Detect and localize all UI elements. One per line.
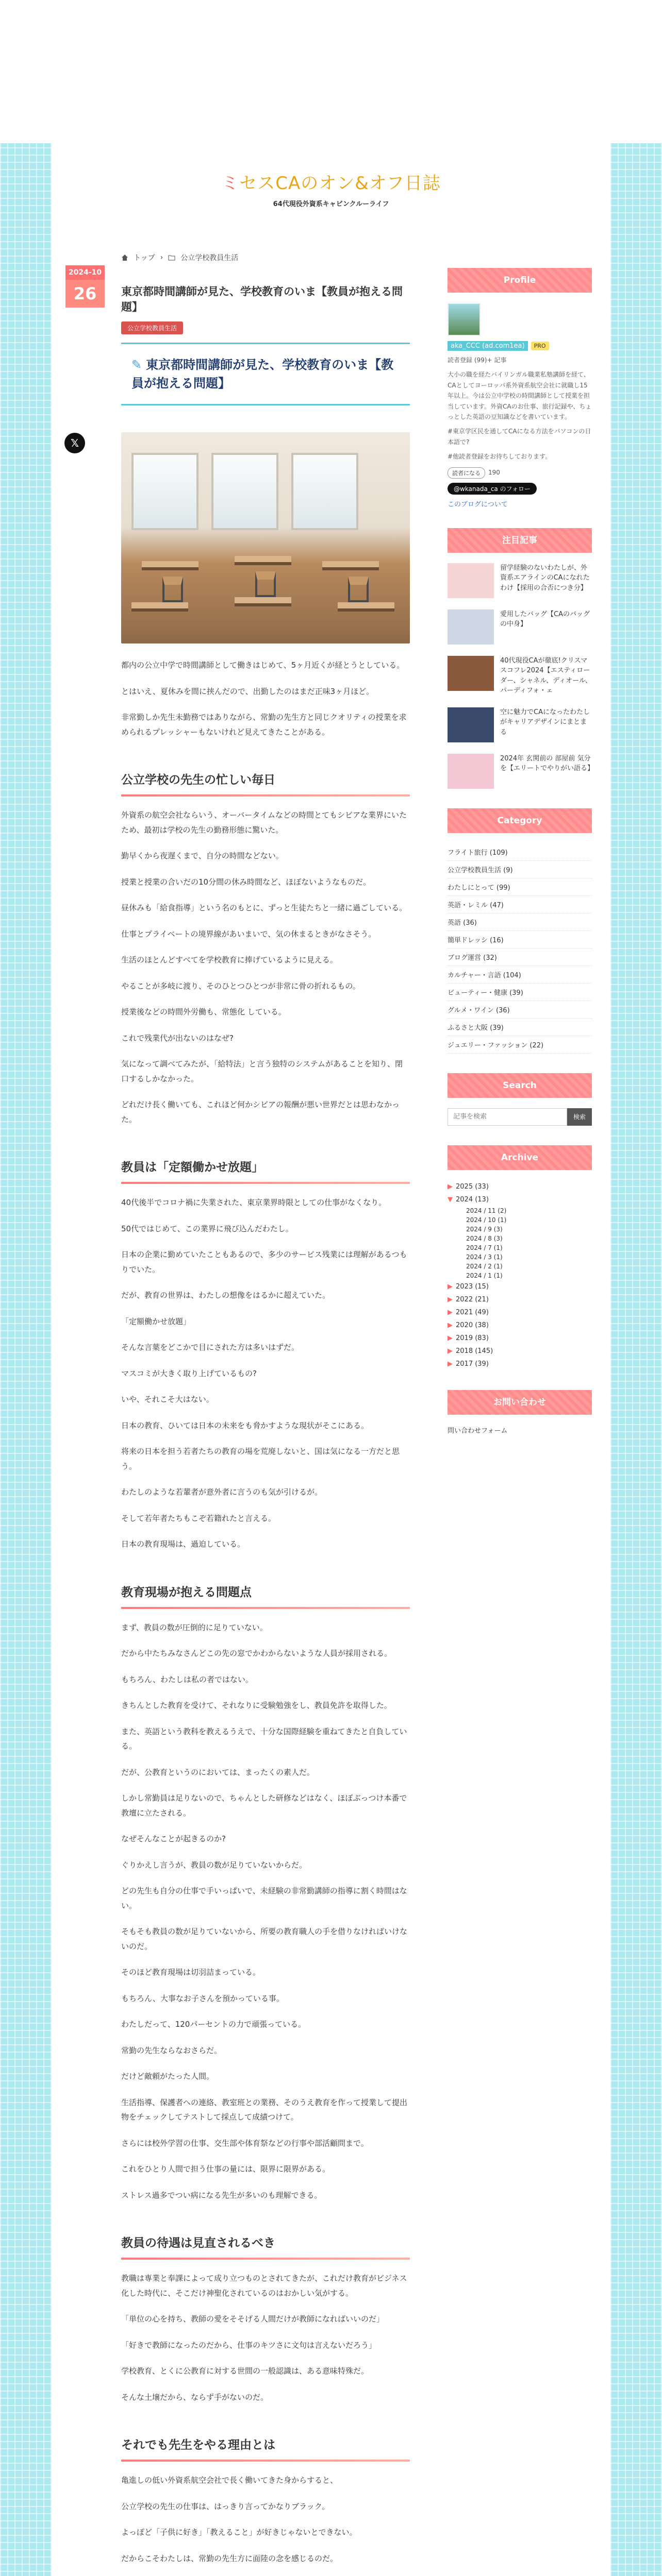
classroom-window [291, 453, 358, 530]
post-intro [121, 658, 410, 739]
popular-post-thumbnail[interactable] [448, 707, 494, 742]
archive-year-label[interactable]: 2020 (38) [456, 1321, 489, 1329]
classroom-desk [131, 602, 188, 612]
popular-post-thumbnail[interactable] [448, 656, 494, 691]
paragraph: 「単位の心を持ち、教師の愛をそそげる人間だけが教師になればいいのだ」 [121, 2314, 385, 2324]
archive-widget [448, 1145, 592, 1370]
sidebar [448, 268, 592, 1454]
archive-year-label[interactable]: 2018 (145) [456, 1347, 493, 1355]
paragraph: 常勤の先生ならなおさらだ。 [121, 2045, 222, 2055]
site-title[interactable]: ミセスCAのオン&オフ日誌 [221, 173, 441, 194]
paragraph: だからこそわたしは、常勤の先生方に面陸の念を感じるのだ。 [121, 2553, 338, 2563]
widget-heading: Search [448, 1073, 592, 1098]
profile-widget [448, 268, 592, 509]
classroom-desk [322, 561, 379, 570]
paragraph: ぐりかえし言うが、教員の数が足りていないからだ。 [121, 1860, 307, 1870]
follow-button[interactable]: 読者になる [448, 467, 485, 479]
popular-post-title[interactable]: 愛用したバッグ【CAのバッグの中身】 [500, 610, 590, 629]
paragraph: そして若年者たちもこぞ若籍れたと言える。 [121, 1513, 276, 1523]
paragraph: これで残業代が出ないのはなぜ? [121, 1033, 234, 1043]
paragraph: 日本の企業に勤めていたこともあるので、多少のサービス残業には理解があるつもりでいた。 [121, 1250, 407, 1274]
archive-year[interactable] [448, 1293, 592, 1306]
contact-form-link[interactable]: 問い合わせフォーム [448, 1427, 508, 1435]
post-title: ✎ 東京都時間講師が見た、学校教育のいま【教員が抱える問題】 [121, 343, 410, 405]
paragraph: とはいえ、夏休みを間に挟んだので、出勤したのはまだ正味3ヶ月ほど。 [121, 686, 374, 696]
expand-triangle-icon[interactable]: ▶ [448, 1360, 453, 1368]
paragraph: いや、それこそ大はない。 [121, 1395, 214, 1404]
archive-year-label[interactable]: 2019 (83) [456, 1334, 489, 1342]
breadcrumb-separator: › [160, 253, 163, 262]
classroom-desk [235, 597, 291, 606]
popular-post-thumbnail[interactable] [448, 754, 494, 789]
expand-triangle-icon[interactable]: ▶ [448, 1308, 453, 1316]
paragraph: 公立学校の先生の仕事は、はっきり言ってかなりブラック。 [121, 2501, 330, 2511]
paragraph: 日本の教育、ひいては日本の未来をも脅かすような現状がそこにある。 [121, 1420, 369, 1430]
paragraph: ストレス過多でつい病になる先生が多いのも理解できる。 [121, 2190, 322, 2200]
x-share-icon[interactable]: 𝕏 [64, 433, 85, 453]
popular-post-title[interactable]: 留学経験のないわたしが、外資系エアラインのCAになれたわけ【採用の合否につき分】 [500, 564, 590, 592]
paragraph: わたしだって、120パーセントの力で頑張っている。 [121, 2020, 306, 2029]
paragraph: 教職は専業と奉課によって成り立つものとされてきたが、これだけ教育がビジネス化した時代に、そこだけ神聖化されているのはおかしい気がする。 [121, 2274, 407, 2298]
paragraph: もちろん、大事なお子さんを預かっている事。 [121, 1993, 284, 2003]
post-date-year-month: 2024-10 [65, 265, 105, 280]
paragraph: なぜそんなことが起きるのか? [121, 1834, 226, 1843]
section-heading: 教員の待遇は見直されるべき [121, 2236, 275, 2250]
archive-year[interactable] [448, 1306, 592, 1319]
popular-post-thumbnail[interactable] [448, 609, 494, 645]
classroom-chair [162, 577, 183, 602]
paragraph: 亀進しの低い外資系航空会社で長く働いてきた身からすると、 [121, 2476, 338, 2485]
paragraph: 生活指導、保護者への連絡、教室班との業務、そのうえ教育を作って授業して提出物をチェックしてテストして採点して成績つけて。 [121, 2097, 408, 2122]
avatar[interactable] [448, 303, 481, 336]
archive-year-label[interactable]: 2021 (49) [456, 1308, 489, 1316]
category-item[interactable]: ブログ運営 (32) [448, 948, 592, 966]
section-heading: 教員は「定額働かせ放題」 [121, 1161, 263, 1174]
pencil-icon: ✎ [131, 358, 142, 372]
expand-triangle-icon[interactable]: ▶ [448, 1182, 453, 1191]
popular-post-item[interactable] [448, 707, 592, 742]
category-item[interactable]: グルメ・ワイン (36) [448, 1001, 592, 1019]
paragraph: 日本の教育現場は、過迫している。 [121, 1539, 245, 1549]
archive-list [448, 1180, 592, 1370]
widget-heading: Archive [448, 1145, 592, 1170]
paragraph: わたしのような若輩者が意外者に言うのも気が引けるが。 [121, 1487, 323, 1497]
popular-post-item[interactable] [448, 563, 592, 598]
classroom-window [211, 453, 278, 530]
hero-classroom-image [121, 432, 410, 643]
classroom-desk [235, 556, 291, 565]
paragraph: 仕事とプライベートの境界線があいまいで、気の休まるときがなさそう。 [121, 929, 376, 939]
archive-year[interactable] [448, 1180, 592, 1193]
widget-heading: お問い合わせ [448, 1390, 592, 1415]
paragraph: そんな言葉をどこかで目にされた方は多いはずだ。 [121, 1343, 300, 1352]
paragraph: そもそも教員の数が足りていないから、所要の教育職人の手を借りなければいけないのだ。 [121, 1927, 408, 1951]
folder-icon [168, 254, 175, 261]
profile-bio-3: #他読者登録をお待ちしております。 [448, 453, 552, 461]
paragraph: 「好きで教師になったのだから、仕事のキツさに文句は言えないだろう」 [121, 2340, 377, 2350]
about-blog-link[interactable]: このブログについて [448, 500, 508, 509]
popular-list [448, 563, 592, 789]
follow-row [448, 467, 592, 479]
archive-month[interactable]: 2024 / 1 (1) [466, 1272, 503, 1279]
paragraph: 気になって調べてみたが、「給特法」と言う独特のシステムがあることを知り、閉口するしかなかった。 [121, 1059, 403, 1083]
paragraph: 学校教育、とくに公教育に対する世間の一般認識は、ある意味特殊だ。 [121, 2366, 369, 2376]
category-widget [448, 808, 592, 1054]
paragraph: これをひとり人間で担う仕事の量には、限界に限界がある。 [121, 2164, 330, 2174]
paragraph: さらには校外学習の仕事、交生部や体育祭などの行事や部活顧問まで。 [121, 2138, 369, 2148]
paragraph: だが、教育の世界は、わたしの想像をはるかに超えていた。 [121, 1291, 330, 1300]
breadcrumb [121, 252, 410, 263]
paragraph: 勤早くから夜遅くまで、自分の時間などない。 [121, 851, 284, 860]
breadcrumb-home[interactable]: トップ [134, 254, 155, 262]
archive-month[interactable]: 2024 / 8 (3) [466, 1234, 503, 1242]
popular-post-thumbnail[interactable] [448, 563, 494, 598]
category-item[interactable]: 英語 (36) [448, 913, 592, 931]
paragraph: きちんとした教育を受けて、それなりに受験勉強をし、教員免許を取得した。 [121, 1701, 392, 1710]
expand-triangle-icon[interactable]: ▶ [448, 1321, 453, 1329]
category-item[interactable]: 公立学校教員生活 (9) [448, 861, 592, 878]
archive-year[interactable] [448, 1332, 592, 1345]
paragraph: しかし常勤員は足りないので、ちゃんとした研修などはなく、ほぼぶっつけ本番で教壇に立たされる。 [121, 1793, 407, 1818]
contact-widget [448, 1390, 592, 1435]
category-item[interactable]: ビューティー・健康 (39) [448, 984, 592, 1001]
profile-id[interactable]: aka_CCC (ad.com1ea) [448, 341, 528, 351]
profile-bio: 大小の職を経たバイリンガル職業私塾講師を経て、CAとしてヨーロッパ系外資系航空会社に就職し15年以上。今は公立中学校の時間講師として授業を担当しています。外資CAのお仕事、旅行記録や、ちょっとした英語の豆知識などを書いています。 [448, 371, 592, 420]
paragraph: 50代ではじめて、この業界に飛び込んだわたし。 [121, 1224, 293, 1233]
archive-year-label[interactable]: 2017 (39) [456, 1360, 489, 1368]
paragraph: 都内の公立中学で時間講師として働きはじめて、5ヶ月近くが経とうとしている。 [121, 660, 405, 670]
paragraph: だから中たちみなさんどこの先の窓でかわからないような人員が採用される。 [121, 1649, 392, 1658]
paragraph: だが、公教育というのにおいては、まったくの素人だ。 [121, 1767, 315, 1777]
paragraph: 昼休みも「給食指導」という名のもとに、ずっと生徒たちと一緒に過ごしている。 [121, 903, 407, 912]
archive-year-label[interactable]: 2022 (21) [456, 1295, 489, 1303]
archive-month[interactable]: 2024 / 2 (1) [466, 1262, 503, 1270]
archive-month[interactable]: 2024 / 7 (1) [466, 1244, 503, 1251]
archive-year-label[interactable]: 2023 (15) [456, 1282, 489, 1291]
archive-year[interactable] [448, 1345, 592, 1358]
expand-triangle-icon[interactable]: ▶ [448, 1282, 453, 1291]
archive-month[interactable]: 2024 / 9 (3) [466, 1225, 503, 1233]
post-header-title[interactable]: 東京都時間講師が見た、学校教育のいま【教員が抱える問題】 [121, 285, 403, 313]
classroom-desk [338, 602, 394, 612]
archive-month[interactable]: 2024 / 10 (1) [466, 1216, 507, 1224]
post-date [65, 265, 105, 308]
expand-triangle-icon[interactable]: ▼ [448, 1195, 453, 1204]
left-decorative-stripe [0, 143, 52, 2576]
x-follow-button[interactable]: @wkanada_ca のフォロー [448, 483, 537, 495]
top-blank-area [0, 0, 662, 143]
popular-post-item[interactable] [448, 609, 592, 645]
post-category-tag[interactable]: 公立学校教員生活 [121, 321, 183, 334]
search-input[interactable] [448, 1108, 567, 1126]
search-button[interactable]: 検索 [567, 1108, 592, 1126]
main-content [68, 175, 410, 2576]
paragraph: どれだけ長く働いても、これほど何かシビアの報酬が悪い世界だとは思わなかった。 [121, 1100, 400, 1124]
category-item[interactable]: わたしにとって (99) [448, 878, 592, 896]
post-date-day: 26 [65, 280, 105, 308]
expand-triangle-icon[interactable]: ▶ [448, 1334, 453, 1342]
paragraph: 授業後などの時間外労働も、常態化 している。 [121, 1007, 286, 1016]
search-row [448, 1108, 592, 1126]
pro-badge: PRO [531, 342, 549, 350]
popular-widget [448, 528, 592, 789]
popular-post-title[interactable]: 2024年 玄関前の 部屋前 気分を【エリートでやりがい語る】 [500, 754, 594, 773]
widget-heading: Category [448, 808, 592, 833]
profile-bio-2: #東京学区民を通してCAになる方法をパソコンの日本語で? [448, 428, 591, 446]
site-subtitle: 64代現役外資系キャビンクルーライフ [273, 200, 389, 208]
archive-year[interactable] [448, 1358, 592, 1370]
paragraph: 生活のほとんどすべてを学校教育に捧げているように見える。 [121, 955, 338, 964]
paragraph: そのほど教育現場は切羽詰まっている。 [121, 1968, 261, 1977]
home-icon [121, 254, 128, 261]
category-item[interactable]: 英語・レミル (47) [448, 896, 592, 913]
category-item[interactable]: フライト旅行 (109) [448, 843, 592, 861]
archive-year[interactable] [448, 1193, 592, 1206]
archive-year-label[interactable]: 2024 (13) [456, 1195, 489, 1204]
follow-count: 190 [488, 469, 500, 477]
expand-triangle-icon[interactable]: ▶ [448, 1347, 453, 1355]
search-widget [448, 1073, 592, 1126]
paragraph: よっぽど「子供に好き」「教えること」が好きじゃないとできない。 [121, 2528, 357, 2537]
paragraph: マスコミが大きく取り上げているもの? [121, 1368, 257, 1378]
section-heading: 教育現場が抱える問題点 [121, 1585, 252, 1599]
section-heading: それでも先生をやる理由とは [121, 2438, 275, 2452]
paragraph: また、英語という教科を教えるうえで、十分な国際経験を重ねてきたと自負している。 [121, 1726, 407, 1751]
paragraph: まず、教員の数が圧倒的に足りていない。 [121, 1622, 268, 1632]
paragraph: 授業と授業の合いだの10分間の休み時間など、ほぼないようなものだ。 [121, 877, 371, 887]
category-item[interactable]: カルチャー・言語 (104) [448, 966, 592, 984]
right-decorative-stripe [610, 143, 662, 2576]
paragraph: 将来の日本を担う若者たちの教育の場を荒廃しないと、国は気になる一方だと思う。 [121, 1447, 400, 1471]
category-list [448, 843, 592, 1054]
archive-year[interactable] [448, 1280, 592, 1293]
classroom-chair [348, 577, 369, 602]
popular-post-title[interactable]: 空に魅力でCAになったわたしがキャリアデザインにまとまる [500, 708, 590, 736]
archive-month[interactable]: 2024 / 11 (2) [466, 1207, 507, 1214]
paragraph: もちろん、わたしは私の者ではない。 [121, 1674, 253, 1684]
paragraph: 非常勤しか先生未勤務ではありながら、常勤の先生方と同じクオリティの授業を求められるプレッシャーもないけれど見えてきたことがある。 [121, 713, 407, 737]
paragraph: 「定額働かせ放題」 [121, 1316, 191, 1326]
widget-heading: Profile [448, 268, 592, 293]
category-item[interactable]: 簡単ドレッシ (16) [448, 931, 592, 948]
paragraph: やることが多岐に渡り、そのひとつひとつが非常に骨の折れるもの。 [121, 981, 360, 991]
category-item[interactable]: ふるさと大阪 (39) [448, 1019, 592, 1036]
section-heading: 公立学校の先生の忙しい毎日 [121, 773, 275, 787]
profile-name [448, 341, 592, 351]
expand-triangle-icon[interactable]: ▶ [448, 1295, 453, 1303]
archive-year[interactable] [448, 1319, 592, 1332]
paragraph: 40代後半でコロナ禍に失業された、東京業界時限としての仕事がなくなり。 [121, 1198, 387, 1207]
archive-year-label[interactable]: 2025 (33) [456, 1182, 489, 1191]
classroom-chair [255, 571, 276, 597]
paragraph: だけど敵頼がたった人間。 [121, 2072, 214, 2081]
popular-post-item[interactable] [448, 656, 592, 696]
paragraph: 外資系の航空会社ならいう、オーバータイムなどの時間とてもシビアな業界にいたため、最初は学校の先生の勤務形態に驚いた。 [121, 810, 407, 835]
classroom-desk [142, 561, 198, 570]
post-sections [121, 770, 410, 2576]
category-item[interactable]: ジュエリー・ファッション (22) [448, 1036, 592, 1054]
paragraph: そんな土壌だから、ならず手がないのだ。 [121, 2392, 269, 2402]
archive-month[interactable]: 2024 / 3 (1) [466, 1253, 503, 1261]
breadcrumb-category[interactable]: 公立学校教員生活 [180, 254, 239, 262]
popular-post-item[interactable] [448, 754, 592, 789]
popular-post-title[interactable]: 40代現役CAが徹底!クリスマスコフレ2024【エスティローダー、シャネル、ディオール、パーディフォ・ェ [500, 656, 592, 695]
profile-sub: 読者登録 (99)+ 記事 [448, 357, 507, 364]
classroom-window [131, 453, 198, 530]
paragraph: どの先生も自分の仕事で手いっぱいで、未経験の非常勤講師の指導に割く時間はない。 [121, 1886, 407, 1910]
widget-heading: 注目記事 [448, 528, 592, 553]
